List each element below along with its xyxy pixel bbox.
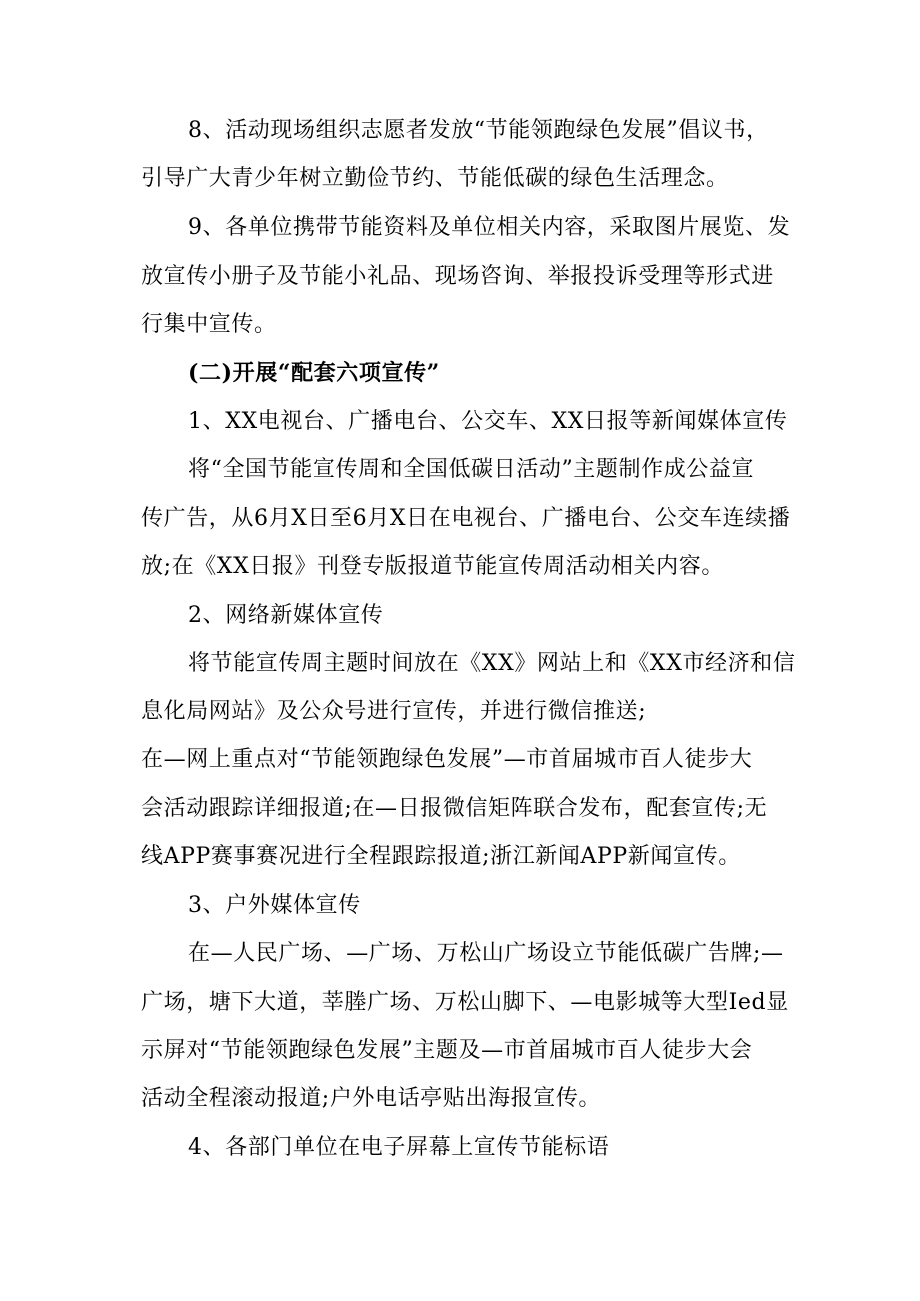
item-2-line-1: 将节能宣传周主题时间放在《XX》网站上和《XX市经济和信: [188, 651, 796, 676]
item-2-line-4: 会活动跟踪详细报道;在—日报微信矩阵联合发布，配套宣传;无: [141, 796, 768, 821]
item-4-heading: 4、各部门单位在电子屏幕上宣传节能标语: [188, 1135, 610, 1160]
item-3-line-1: 在—人民广场、—广场、万松山广场设立节能低碳广告牌;—: [188, 941, 784, 966]
item-2-line-5: 线APP赛事赛况进行全程跟踪报道;浙江新闻APP新闻宣传。: [141, 844, 741, 869]
item-3-line-3: 示屏对“节能领跑绿色发展”主题及—市首届城市百人徒步大会: [141, 1038, 753, 1063]
section-heading: (二)开展“配套六项宣传”: [188, 360, 440, 386]
paragraph-9-line-2: 放宣传小册子及节能小礼品、现场咨询、举报投诉受理等形式进: [141, 264, 774, 289]
paragraph-9-line-3: 行集中宣传。: [141, 312, 277, 337]
item-3-line-4: 活动全程滚动报道;户外电话亭贴出海报宣传。: [141, 1086, 602, 1111]
item-1-line-3: 放;在《XX日报》刊登专版报道节能宣传周活动相关内容。: [141, 554, 724, 579]
paragraph-8-line-1: 8、活动现场组织志愿者发放“节能领跑绿色发展”倡议书，: [188, 118, 769, 143]
item-1-line-1: 将“全国节能宣传周和全国低碳日活动”主题制作成公益宣: [188, 457, 755, 482]
item-2-heading: 2、网络新媒体宣传: [188, 603, 384, 628]
item-3-heading: 3、户外媒体宣传: [188, 893, 361, 918]
item-1-line-2: 传广告，从6月X日至6月X日在电视台、广播电台、公交车连续播: [141, 506, 791, 531]
item-2-line-3: 在—网上重点对“节能领跑绿色发展”—市首届城市百人徒步大: [141, 747, 753, 772]
item-2-line-2: 息化局网站》及公众号进行宣传，并进行微信推送;: [141, 699, 647, 724]
item-1-heading: 1、XX电视台、广播电台、公交车、XX日报等新闻媒体宣传: [188, 409, 788, 434]
item-3-line-2: 广场，塘下大道，莘塍广场、万松山脚下、—电影城等大型Ied显: [141, 990, 789, 1015]
paragraph-8-line-2: 引导广大青少年树立勤俭节约、节能低碳的绿色生活理念。: [141, 166, 729, 191]
paragraph-9-line-1: 9、各单位携带节能资料及单位相关内容，采取图片展览、发: [188, 215, 791, 240]
